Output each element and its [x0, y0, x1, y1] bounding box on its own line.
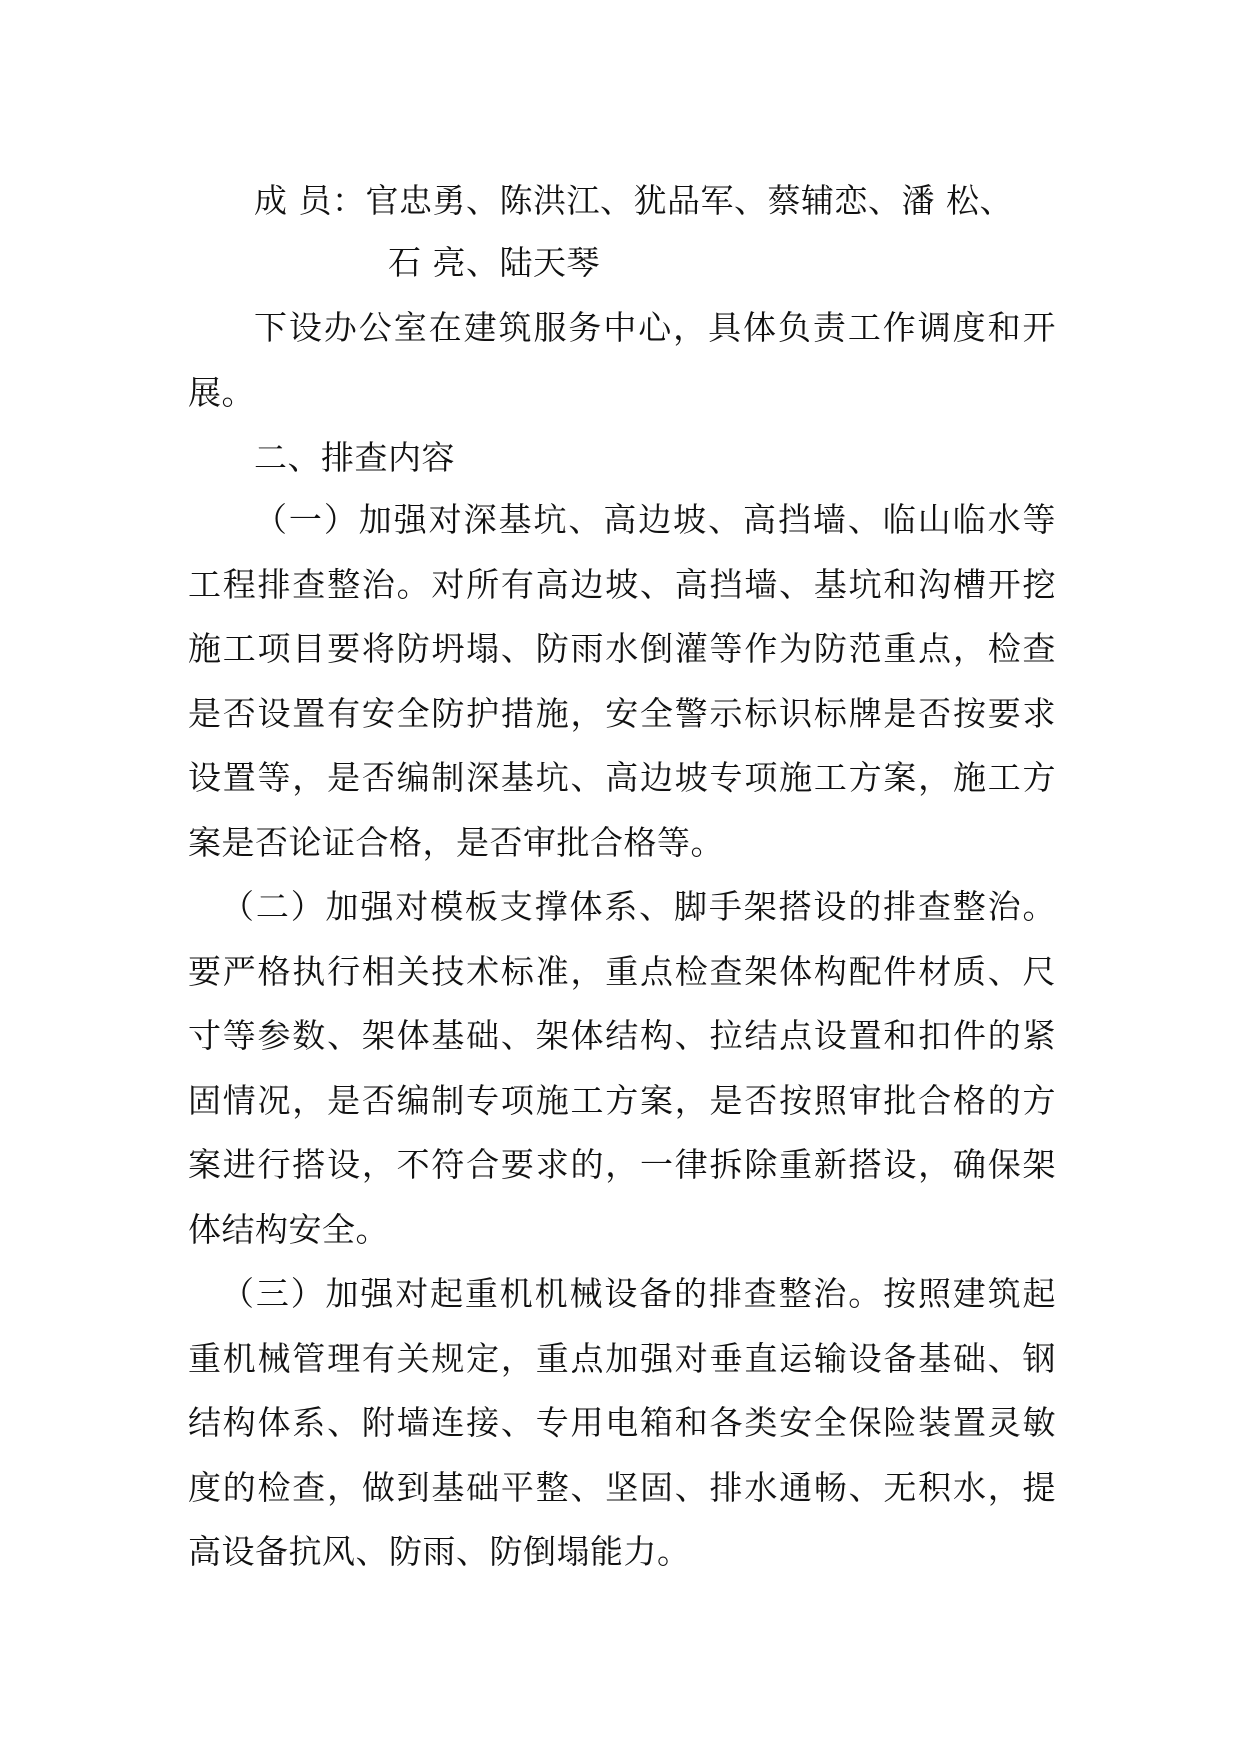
members-line-1: 成 员：官忠勇、陈洪江、犹品军、蔡辅恋、潘 松、 [254, 181, 1013, 220]
item-2-paragraph: （二）加强对模板支撑体系、脚手架搭设的排查整治。要严格执行相关技术标准，重点检查架体构配件材质、尺寸等参数、架体基础、架体结构、拉结点设置和扣件的紧固情况，是否编制专项施工方案，是否按照审批合格的方案进行搭设，不符合要求的，一律拆除重新搭设，确保架体结构安全。 [188, 887, 1056, 1249]
item-3-paragraph: （三）加强对起重机机械设备的排查整治。按照建筑起重机械管理有关规定，重点加强对垂直运输设备基础、钢结构体系、附墙连接、专用电箱和各类安全保险装置灵敏度的检查，做到基础平整、坚固、排水通畅、无积水，提高设备抗风、防雨、防倒塌能力。 [188, 1274, 1056, 1571]
office-paragraph: 下设办公室在建筑服务中心，具体负责工作调度和开展。 [188, 308, 1056, 412]
members-line-2: 石 亮、陆天琴 [388, 243, 600, 282]
item-1-paragraph: （一）加强对深基坑、高边坡、高挡墙、临山临水等工程排查整治。对所有高边坡、高挡墙、基坑和沟槽开挖施工项目要将防坍塌、防雨水倒灌等作为防范重点，检查是否设置有安全防护措施，安全警示标识标牌是否按要求设置等，是否编制深基坑、高边坡专项施工方案，施工方案是否论证合格，是否审批合格等。 [188, 500, 1056, 862]
section-heading: 二、排查内容 [254, 438, 455, 477]
